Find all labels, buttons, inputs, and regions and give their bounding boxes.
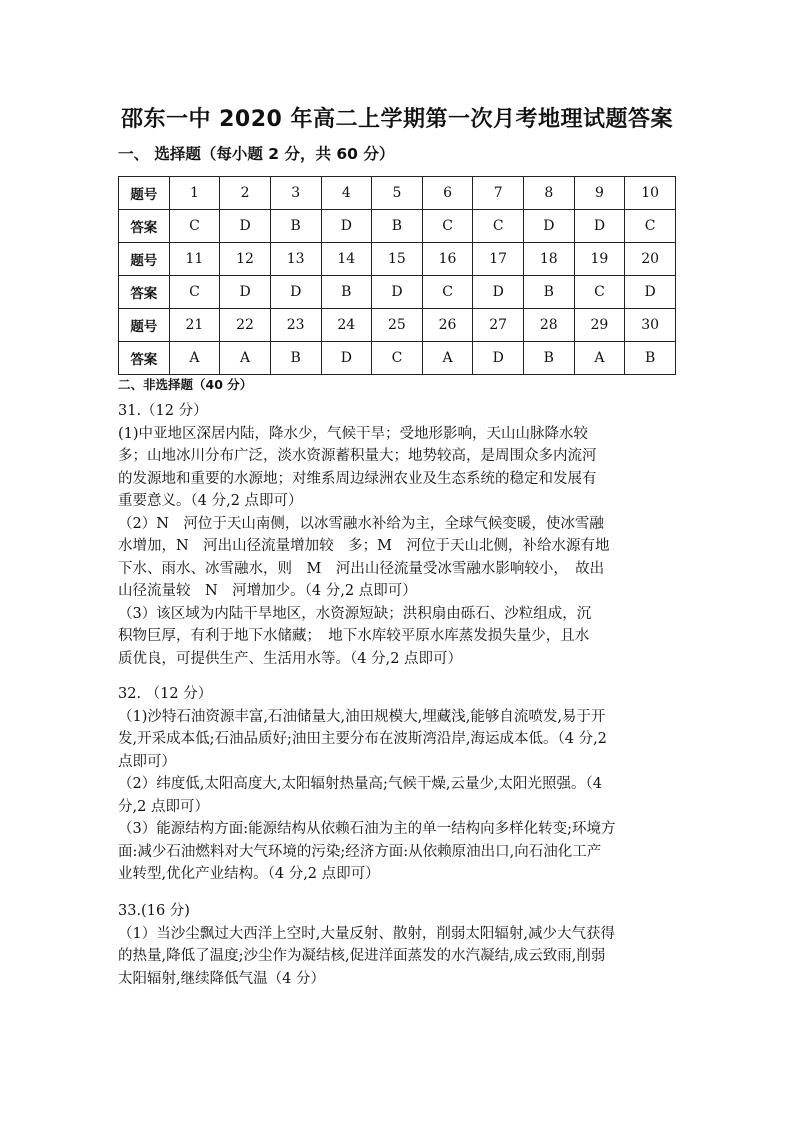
answer-cell: A: [220, 342, 271, 375]
question-number-cell: 6: [422, 177, 473, 210]
question-number-cell: 25: [372, 309, 423, 342]
answer-cell: A: [169, 342, 220, 375]
answer-cell: D: [625, 276, 676, 309]
question-31-header: 31.（12 分）: [118, 403, 208, 419]
answer-cell: A: [574, 342, 625, 375]
question-number-cell: 22: [220, 309, 271, 342]
answer-cell: C: [169, 210, 220, 243]
answer-line: （1）当沙尘飘过大西洋上空时,大量反射、散射，削弱太阳辐射,减少大气获得: [118, 925, 615, 942]
answer-cell: D: [524, 210, 575, 243]
answer-cell: D: [372, 276, 423, 309]
question-number-cell: 4: [321, 177, 372, 210]
question-number-cell: 21: [169, 309, 220, 342]
question-number-cell: 27: [473, 309, 524, 342]
answer-cell: D: [220, 210, 271, 243]
question-32-header: 32. （12 分）: [118, 686, 213, 702]
answer-row: [119, 210, 676, 243]
question-number-cell: 5: [372, 177, 423, 210]
answer-line: 多；山地冰川分布广泛，淡水资源蓄积量大；地势较高，是周围众多内流河: [118, 448, 597, 464]
section2-heading: 二、非选择题（40 分）: [118, 377, 253, 392]
question-number-cell: 26: [422, 309, 473, 342]
question-number-cell: 11: [169, 243, 220, 276]
answer-row: [119, 276, 676, 309]
question-number-cell: 19: [574, 243, 625, 276]
question-number-cell: 29: [574, 309, 625, 342]
answer-cell: B: [270, 210, 321, 243]
row-label-question: 题号: [119, 309, 170, 342]
answer-line: 积物巨厚，有利于地下水储藏； 地下水库较平原水库蒸发损失量少，且水: [118, 628, 590, 644]
answer-cell: C: [422, 210, 473, 243]
question-number-cell: 15: [372, 243, 423, 276]
answer-line: （2）N 河位于天山南侧，以冰雪融水补给为主，全球气候变暖，使冰雪融: [118, 515, 604, 532]
question-number-cell: 8: [524, 177, 575, 210]
answer-line: (1)中亚地区深居内陆，降水少，气候干旱；受地形影响，天山山脉降水较: [118, 425, 589, 442]
question-number-cell: 23: [270, 309, 321, 342]
question-number-cell: 9: [574, 177, 625, 210]
answer-cell: C: [422, 276, 473, 309]
question-number-cell: 24: [321, 309, 372, 342]
answer-cell: C: [625, 210, 676, 243]
question-number-cell: 7: [473, 177, 524, 210]
row-label-answer: 答案: [119, 210, 170, 243]
question-33: [118, 900, 678, 990]
question-32-body: [118, 706, 678, 886]
answer-line: 业转型,优化产业结构。（4 分,2 点即可）: [118, 866, 380, 882]
question-31-body: [118, 423, 678, 671]
question-number-cell: 17: [473, 243, 524, 276]
answer-line: 重要意义。（4 分,2 点即可）: [118, 493, 303, 509]
question-number-cell: 18: [524, 243, 575, 276]
answer-cell: C: [574, 276, 625, 309]
question-33-header: 33.(16 分): [118, 903, 190, 919]
question-number-cell: 30: [625, 309, 676, 342]
answer-line: 下水、雨水、冰雪融水，则 M 河出山径流量受冰雪融水影响较小， 故出: [118, 560, 605, 577]
answer-line: 山径流量较 N 河增加少。（4 分,2 点即可）: [118, 583, 417, 599]
answer-cell: D: [473, 342, 524, 375]
row-label-question: 题号: [119, 177, 170, 210]
answer-cell: D: [270, 276, 321, 309]
question-number-cell: 1: [169, 177, 220, 210]
answer-cell: B: [321, 276, 372, 309]
question-number-cell: 3: [270, 177, 321, 210]
row-label-answer: 答案: [119, 342, 170, 375]
answer-line: （3）能源结构方面:能源结构从依赖石油为主的单一结构向多样化转变;环境方: [118, 821, 616, 837]
answer-table: [118, 176, 676, 375]
answer-line: 的发源地和重要的水源地；对维系周边绿洲农业及生态系统的稳定和发展有: [118, 470, 597, 487]
answer-line: 点即可）: [118, 753, 176, 770]
page-title: 邵东一中 2020 年高二上学期第一次月考地理试题答案: [120, 107, 674, 132]
answer-cell: C: [372, 342, 423, 375]
answer-cell: C: [169, 276, 220, 309]
answer-cell: D: [473, 276, 524, 309]
answer-cell: B: [524, 342, 575, 375]
answer-line: （2）纬度低,太阳高度大,太阳辐射热量高;气候干燥,云量少,太阳光照强。（4: [118, 776, 603, 792]
question-number-cell: 14: [321, 243, 372, 276]
question-number-row: [119, 177, 676, 210]
row-label-answer: 答案: [119, 276, 170, 309]
question-number-cell: 10: [625, 177, 676, 210]
answer-line: 发,开采成本低;石油品质好;油田主要分布在波斯湾沿岸,海运成本低。（4 分,2: [118, 731, 607, 747]
answer-line: （1)沙特石油资源丰富,石油储量大,油田规模大,埋藏浅,能够自流喷发,易于开: [118, 708, 606, 725]
question-number-row: [119, 243, 676, 276]
answer-cell: B: [625, 342, 676, 375]
answer-cell: D: [321, 342, 372, 375]
answer-cell: B: [270, 342, 321, 375]
answer-cell: B: [524, 276, 575, 309]
answer-line: （3）该区域为内陆干旱地区，水资源短缺；洪积扇由砾石、沙粒组成，沉: [118, 605, 592, 622]
answer-cell: D: [220, 276, 271, 309]
section1-heading: 一、 选择题（每小题 2 分，共 60 分）: [118, 145, 395, 163]
answer-cell: A: [422, 342, 473, 375]
question-number-cell: 12: [220, 243, 271, 276]
question-number-cell: 20: [625, 243, 676, 276]
answer-line: 的热量,降低了温度;沙尘作为凝结核,促进洋面蒸发的水汽凝结,成云致雨,削弱: [118, 948, 606, 964]
row-label-question: 题号: [119, 243, 170, 276]
answer-line: 面:减少石油燃料对大气环境的污染;经济方面:从依赖原油出口,向石油化工产: [118, 843, 602, 860]
question-number-cell: 2: [220, 177, 271, 210]
answer-cell: D: [574, 210, 625, 243]
answer-cell: B: [372, 210, 423, 243]
answer-row: [119, 342, 676, 375]
question-32: [118, 683, 678, 886]
answer-line: 分,2 点即可）: [118, 798, 209, 815]
answer-cell: C: [473, 210, 524, 243]
answer-line: 太阳辐射,继续降低气温（4 分）: [118, 970, 325, 987]
question-31: [118, 400, 678, 670]
answer-line: 质优良，可提供生产、生活用水等。（4 分,2 点即可）: [118, 650, 463, 667]
question-number-cell: 13: [270, 243, 321, 276]
question-number-cell: 28: [524, 309, 575, 342]
question-number-cell: 16: [422, 243, 473, 276]
question-number-row: [119, 309, 676, 342]
answer-cell: D: [321, 210, 372, 243]
question-33-body: [118, 923, 678, 991]
answer-line: 水增加，N 河出山径流量增加较 多；M 河位于天山北侧，补给水源有地: [118, 538, 610, 554]
